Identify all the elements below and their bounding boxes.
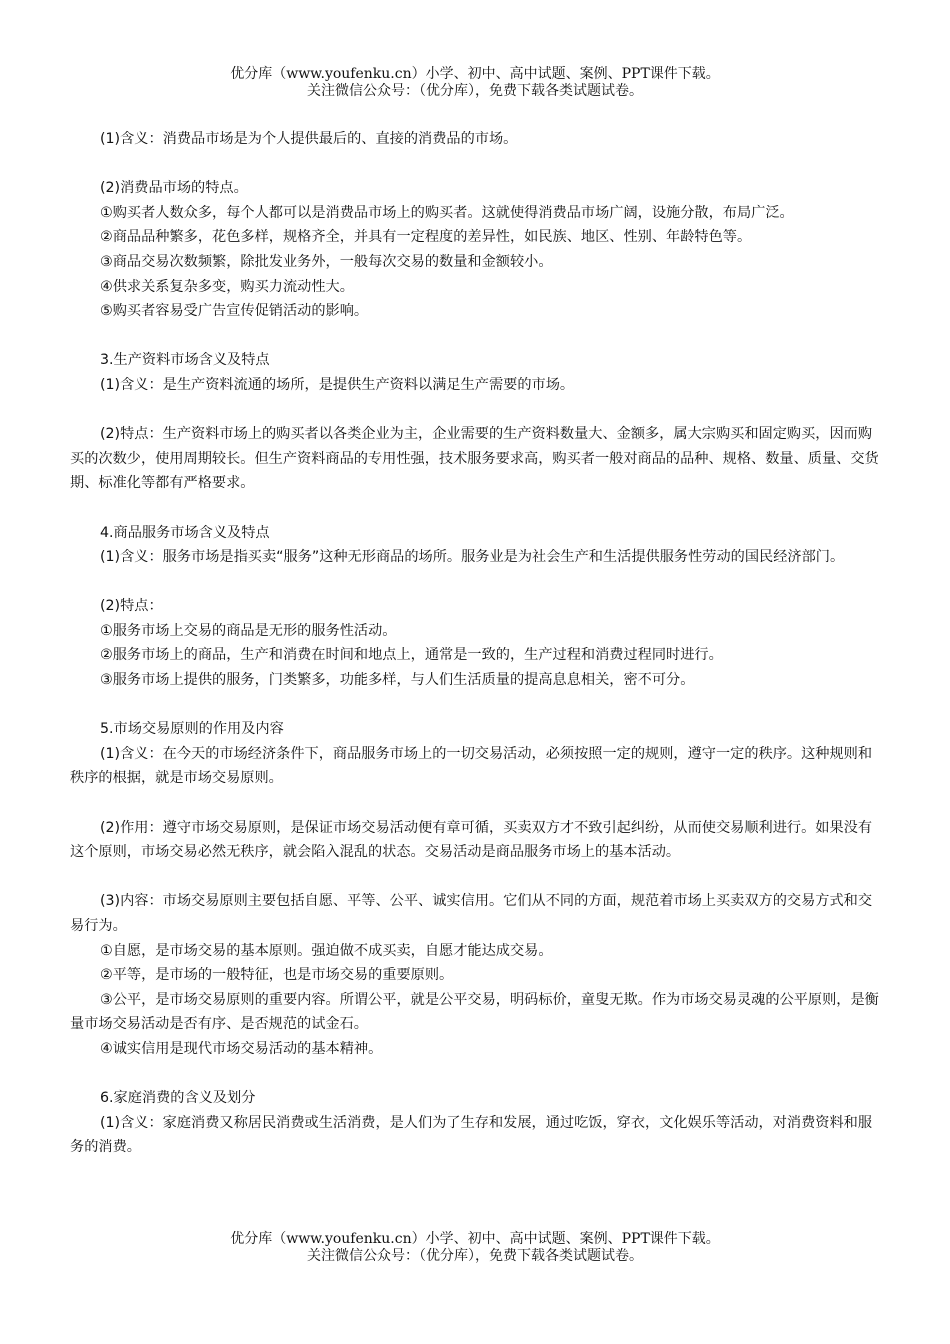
header-line-1: 优分库（www.youfenku.cn）小学、初中、高中试题、案例、PPT课件下载。 (230, 66, 720, 82)
document-body (70, 127, 884, 1160)
list-item: ③商品交易次数频繁，除批发业务外，一般每次交易的数量和金额较小。 (100, 253, 553, 270)
section-heading: 4.商品服务市场含义及特点 (100, 524, 270, 541)
page-footer (0, 1231, 950, 1265)
list-item: ①服务市场上交易的商品是无形的服务性活动。 (100, 622, 397, 639)
paragraph: (2)特点： (100, 598, 163, 615)
paragraph: (1)含义：家庭消费又称居民消费或生活消费，是人们为了生存和发展，通过吃饭，穿衣，文化娱乐等活动，对消费资料和服务的消费。 (70, 1114, 873, 1156)
paragraph: (1)含义：是生产资料流通的场所，是提供生产资料以满足生产需要的市场。 (100, 376, 575, 393)
section-heading: 3.生产资料市场含义及特点 (100, 352, 270, 369)
page-header (0, 66, 950, 100)
footer-line-1: 优分库（www.youfenku.cn）小学、初中、高中试题、案例、PPT课件下载。 (230, 1231, 720, 1247)
paragraph: (3)内容：市场交易原则主要包括自愿、平等、公平、诚实信用。它们从不同的方面，规范着市场上买卖双方的交易方式和交易行为。 (70, 893, 873, 934)
list-item: ④供求关系复杂多变，购买力流动性大。 (100, 278, 354, 295)
section-heading: 6.家庭消费的含义及划分 (100, 1090, 256, 1107)
paragraph: (2)特点：生产资料市场上的购买者以各类企业为主，企业需要的生产资料数量大、金额多，属大宗购买和固定购买，因而购买的次数少，使用周期较长。但生产资料商品的专用性强，技术服务要求高，购买者一般对商品的品种、规格、数量、质量、交货期、标准化等都有严格要求。 (70, 426, 879, 492)
list-item: ②商品品种繁多，花色多样，规格齐全，并具有一定程度的差异性，如民族、地区、性别、年龄特色等。 (100, 229, 752, 246)
paragraph: (2)作用：遵守市场交易原则，是保证市场交易活动便有章可循，买卖双方才不致引起纠纷，从而使交易顺利进行。如果没有这个原则，市场交易必然无秩序，就会陷入混乱的状态。交易活动是商品服务市场上的基本活动。 (70, 819, 873, 861)
header-line-2: 关注微信公众号：（优分库），免费下载各类试题试卷。 (307, 83, 643, 99)
list-item: ④诚实信用是现代市场交易活动的基本精神。 (100, 1040, 383, 1057)
footer-line-2: 关注微信公众号：（优分库），免费下载各类试题试卷。 (307, 1248, 643, 1264)
list-item: ②服务市场上的商品，生产和消费在时间和地点上，通常是一致的，生产过程和消费过程同时进行。 (100, 647, 723, 664)
list-item: ③公平，是市场交易原则的重要内容。所谓公平，就是公平交易，明码标价，童叟无欺。作为市场交易灵魂的公平原则，是衡量市场交易活动是否有序、是否规范的试金石。 (70, 991, 879, 1033)
list-item: ②平等，是市场的一般特征，也是市场交易的重要原则。 (100, 967, 454, 984)
paragraph: (1)含义：服务市场是指买卖“服务”这种无形商品的场所。服务业是为社会生产和生活提供服务性劳动的国民经济部门。 (100, 549, 845, 566)
paragraph: (1)含义：消费品市场是为个人提供最后的、直接的消费品的市场。 (100, 131, 518, 147)
list-item: ⑤购买者容易受广告宣传促销活动的影响。 (100, 303, 369, 320)
list-item: ③服务市场上提供的服务，门类繁多，功能多样，与人们生活质量的提高息息相关，密不可分。 (100, 672, 695, 689)
list-item: ①购买者人数众多，每个人都可以是消费品市场上的购买者。这就使得消费品市场广阔，设施分散，布局广泛。 (100, 204, 794, 221)
paragraph: (1)含义：在今天的市场经济条件下，商品服务市场上的一切交易活动，必须按照一定的规则，遵守一定的秩序。这种规则和秩序的根据，就是市场交易原则。 (70, 745, 873, 787)
list-item: ①自愿，是市场交易的基本原则。强迫做不成买卖，自愿才能达成交易。 (100, 942, 553, 959)
section-heading: 5.市场交易原则的作用及内容 (100, 721, 284, 738)
paragraph: (2)消费品市场的特点。 (100, 180, 248, 197)
